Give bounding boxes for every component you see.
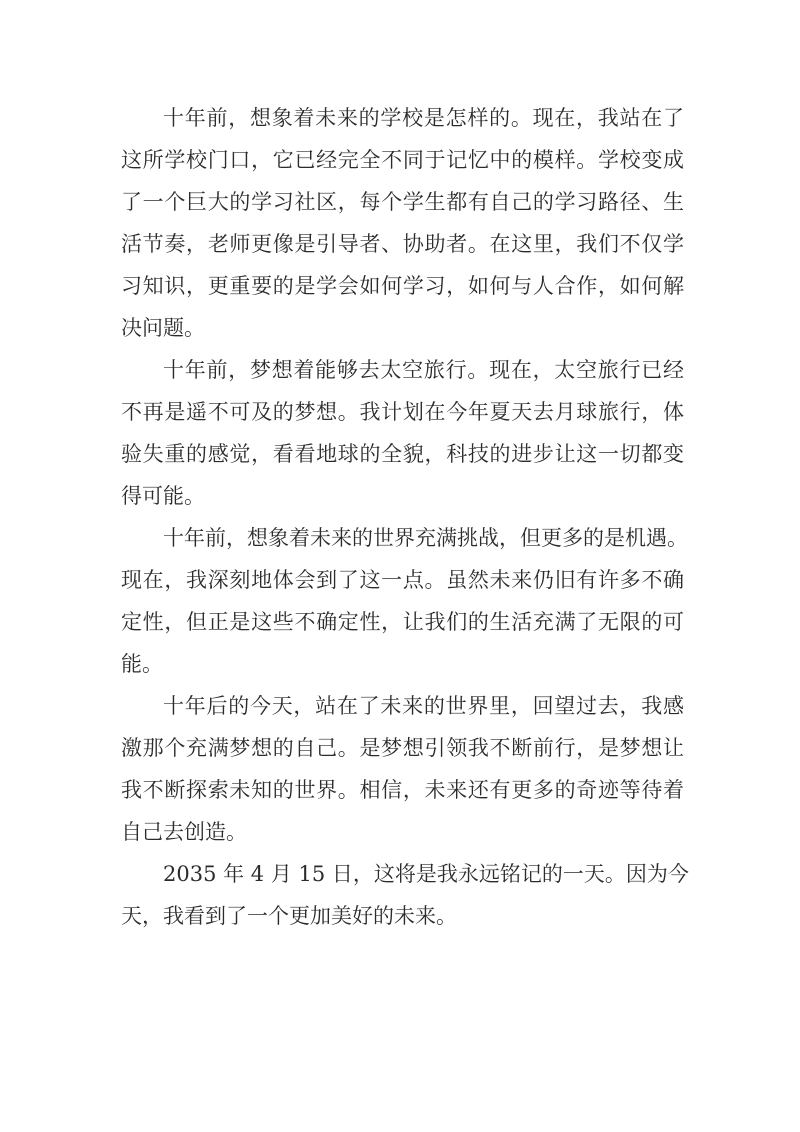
text-line: 十年前，想象着未来的学校是怎样的。现在，我站在了 [163,106,684,130]
text-line: 十年后的今天，站在了未来的世界里，回望过去，我感 [163,694,684,718]
text-line: 决问题。 [121,316,205,340]
text-line: 这所学校门口，它已经完全不同于记忆中的模样。学校变成 [121,148,684,172]
text-line: 习知识，更重要的是学会如何学习，如何与人合作，如何解 [121,274,684,298]
paragraph [121,853,689,937]
text-line: 天，我看到了一个更加美好的未来。 [121,904,457,928]
paragraph [121,517,688,685]
text-line: 自己去创造。 [121,820,247,844]
paragraph [121,685,684,853]
paragraph [121,97,684,349]
text-line: 不再是遥不可及的梦想。我计划在今年夏天去月球旅行，体 [121,400,684,424]
text-line: 得可能。 [121,484,205,508]
text-line: 验失重的感觉，看看地球的全貌，科技的进步让这一切都变 [121,442,684,466]
text-line: 定性，但正是这些不确定性，让我们的生活充满了无限的可 [121,610,684,634]
paragraph [121,349,684,517]
text-line: 能。 [121,652,163,676]
text-line: 活节奏，老师更像是引导者、协助者。在这里，我们不仅学 [121,232,684,256]
text-line: 十年前，想象着未来的世界充满挑战，但更多的是机遇。 [163,526,688,550]
document-page [121,97,689,937]
text-line: 2035 年 4 月 15 日，这将是我永远铭记的一天。因为今 [163,862,689,886]
text-line: 十年前，梦想着能够去太空旅行。现在，太空旅行已经 [163,358,684,382]
text-line: 了一个巨大的学习社区，每个学生都有自己的学习路径、生 [121,190,684,214]
text-line: 我不断探索未知的世界。相信，未来还有更多的奇迹等待着 [121,778,684,802]
text-line: 现在，我深刻地体会到了这一点。虽然未来仍旧有许多不确 [121,568,684,592]
text-line: 激那个充满梦想的自己。是梦想引领我不断前行，是梦想让 [121,736,684,760]
